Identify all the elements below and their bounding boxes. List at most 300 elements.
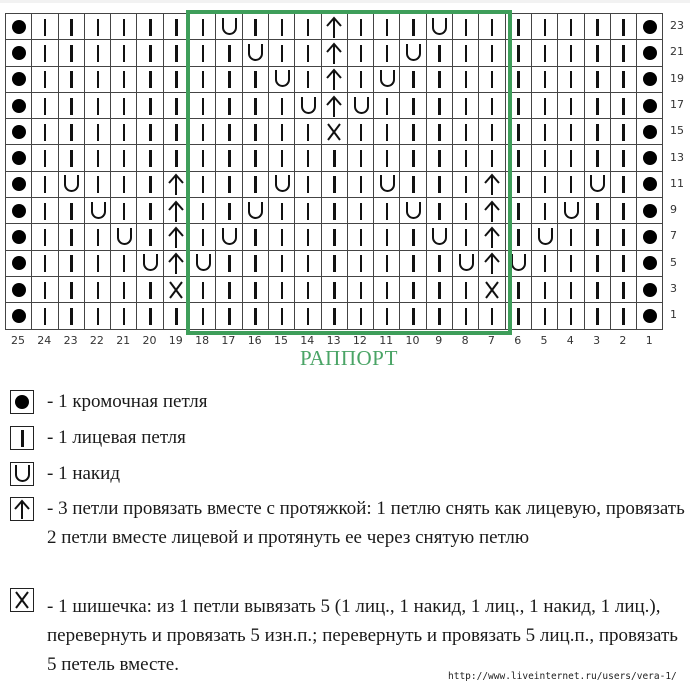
arrow-up-icon	[324, 95, 344, 117]
edge-stitch-icon	[640, 226, 660, 248]
chart-cell	[137, 14, 163, 40]
chart-cell	[242, 171, 268, 197]
column-number: 16	[247, 334, 262, 347]
knit-stitch-icon	[456, 305, 476, 327]
chart-cell	[453, 119, 479, 145]
knit-stitch-icon	[482, 147, 502, 169]
chart-cell	[84, 303, 110, 329]
yarn-over-icon	[456, 252, 476, 274]
chart-cell	[584, 145, 610, 171]
chart-cell	[268, 276, 294, 302]
knit-stitch-icon	[193, 16, 213, 38]
bobble-x-icon	[166, 279, 186, 301]
knit-stitch-icon	[535, 200, 555, 222]
chart-cell	[58, 303, 84, 329]
chart-cell	[505, 92, 531, 118]
chart-cell	[163, 276, 189, 302]
knit-stitch-icon	[35, 16, 55, 38]
knit-stitch-icon	[377, 252, 397, 274]
arrow-up-icon	[166, 173, 186, 195]
yarn-over-icon	[429, 16, 449, 38]
knit-stitch-icon	[88, 305, 108, 327]
knit-stitch-icon	[535, 42, 555, 64]
chart-cell	[479, 119, 505, 145]
arrow-up-icon	[166, 226, 186, 248]
chart-cell	[637, 92, 663, 118]
knit-stitch-icon	[193, 95, 213, 117]
yarn-over-icon	[245, 200, 265, 222]
chart-cell	[242, 198, 268, 224]
knit-stitch-icon	[166, 42, 186, 64]
chart-cell	[637, 250, 663, 276]
knit-stitch-icon	[561, 95, 581, 117]
chart-cell	[479, 14, 505, 40]
chart-cell	[32, 14, 58, 40]
knit-stitch-icon	[535, 173, 555, 195]
edge-stitch-icon	[9, 305, 29, 327]
knit-stitch-icon	[351, 16, 371, 38]
chart-cell	[374, 250, 400, 276]
knit-stitch-icon	[587, 200, 607, 222]
chart-cell	[32, 276, 58, 302]
chart-cell	[558, 145, 584, 171]
chart-cell	[426, 198, 452, 224]
chart-cell	[163, 303, 189, 329]
chart-cell	[295, 250, 321, 276]
knit-stitch-icon	[377, 121, 397, 143]
knit-stitch-icon	[140, 147, 160, 169]
chart-cell	[242, 250, 268, 276]
chart-cell	[216, 276, 242, 302]
chart-cell	[111, 303, 137, 329]
knit-stitch-icon	[193, 173, 213, 195]
edge-stitch-icon	[9, 16, 29, 38]
knit-stitch-icon	[35, 42, 55, 64]
chart-row-15	[6, 119, 663, 145]
yarn-over-icon	[587, 173, 607, 195]
knit-stitch-icon	[88, 173, 108, 195]
chart-cell	[453, 224, 479, 250]
knit-stitch-icon	[403, 226, 423, 248]
knit-stitch-icon	[456, 68, 476, 90]
chart-cell	[426, 40, 452, 66]
chart-cell	[58, 145, 84, 171]
knit-stitch-icon	[193, 121, 213, 143]
knit-stitch-icon	[10, 426, 34, 450]
chart-cell	[426, 14, 452, 40]
chart-cell	[479, 171, 505, 197]
knit-stitch-icon	[535, 252, 555, 274]
knit-stitch-icon	[324, 200, 344, 222]
chart-cell	[584, 66, 610, 92]
knit-stitch-icon	[245, 147, 265, 169]
chart-cell	[163, 224, 189, 250]
chart-cell	[479, 40, 505, 66]
knit-stitch-icon	[272, 252, 292, 274]
knit-stitch-icon	[219, 68, 239, 90]
knit-stitch-icon	[561, 121, 581, 143]
knit-stitch-icon	[403, 252, 423, 274]
knit-stitch-icon	[403, 305, 423, 327]
chart-cell	[268, 198, 294, 224]
column-number: 17	[221, 334, 236, 347]
chart-cell	[242, 224, 268, 250]
knit-stitch-icon	[219, 173, 239, 195]
chart-cell	[584, 224, 610, 250]
chart-cell	[505, 276, 531, 302]
legend-text: - 1 лицевая петля	[47, 427, 186, 448]
knit-stitch-icon	[377, 279, 397, 301]
knit-stitch-icon	[456, 121, 476, 143]
chart-cell	[268, 66, 294, 92]
knit-stitch-icon	[351, 252, 371, 274]
chart-cell	[584, 40, 610, 66]
chart-cell	[137, 145, 163, 171]
chart-cell	[531, 92, 557, 118]
knit-stitch-icon	[508, 121, 528, 143]
knit-stitch-icon	[35, 305, 55, 327]
knit-stitch-icon	[508, 173, 528, 195]
knit-stitch-icon	[403, 16, 423, 38]
edge-stitch-icon	[640, 173, 660, 195]
knit-stitch-icon	[88, 226, 108, 248]
knit-stitch-icon	[535, 68, 555, 90]
chart-cell	[374, 119, 400, 145]
knit-stitch-icon	[613, 95, 633, 117]
chart-cell	[610, 40, 636, 66]
chart-cell	[637, 171, 663, 197]
knit-stitch-icon	[166, 68, 186, 90]
knit-stitch-icon	[482, 68, 502, 90]
knit-stitch-icon	[456, 279, 476, 301]
chart-cell	[479, 66, 505, 92]
chart-cell	[610, 66, 636, 92]
column-number: 1	[645, 334, 653, 347]
chart-cell	[268, 92, 294, 118]
knit-stitch-icon	[429, 305, 449, 327]
chart-cell	[347, 92, 373, 118]
knit-stitch-icon	[298, 68, 318, 90]
knit-stitch-icon	[272, 42, 292, 64]
edge-stitch-icon	[640, 121, 660, 143]
yarn-over-icon	[535, 226, 555, 248]
knit-stitch-icon	[193, 42, 213, 64]
chart-cell	[6, 171, 32, 197]
chart-cell	[137, 224, 163, 250]
chart-cell	[6, 40, 32, 66]
chart-cell	[558, 250, 584, 276]
chart-cell	[163, 250, 189, 276]
knit-stitch-icon	[587, 68, 607, 90]
chart-cell	[268, 14, 294, 40]
chart-cell	[558, 40, 584, 66]
row-number: 19	[670, 71, 684, 85]
knit-stitch-icon	[587, 279, 607, 301]
knit-stitch-icon	[429, 42, 449, 64]
knit-stitch-icon	[61, 200, 81, 222]
chart-cell	[453, 14, 479, 40]
chart-cell	[531, 303, 557, 329]
chart-cell	[190, 250, 216, 276]
column-number: 7	[487, 334, 495, 347]
knit-stitch-icon	[587, 305, 607, 327]
column-number: 2	[619, 334, 627, 347]
chart-cell	[216, 303, 242, 329]
knit-stitch-icon	[613, 68, 633, 90]
knit-stitch-icon	[482, 305, 502, 327]
knit-stitch-icon	[508, 42, 528, 64]
chart-cell	[6, 198, 32, 224]
chart-cell	[295, 14, 321, 40]
edge-stitch-icon	[640, 252, 660, 274]
knit-stitch-icon	[193, 147, 213, 169]
chart-cell	[426, 145, 452, 171]
knit-stitch-icon	[114, 173, 134, 195]
knit-stitch-icon	[88, 95, 108, 117]
chart-cell	[32, 224, 58, 250]
chart-cell	[6, 276, 32, 302]
chart-cell	[163, 198, 189, 224]
knit-stitch-icon	[561, 173, 581, 195]
chart-cell	[137, 276, 163, 302]
knit-stitch-icon	[456, 173, 476, 195]
chart-cell	[295, 198, 321, 224]
edge-stitch-icon	[9, 147, 29, 169]
chart-cell	[426, 66, 452, 92]
chart-cell	[295, 92, 321, 118]
knit-stitch-icon	[508, 16, 528, 38]
yarn-over-icon	[561, 200, 581, 222]
chart-cell	[374, 14, 400, 40]
edge-stitch-icon	[9, 252, 29, 274]
chart-cell	[321, 40, 347, 66]
chart-cell	[479, 276, 505, 302]
chart-cell	[163, 171, 189, 197]
knit-stitch-icon	[561, 226, 581, 248]
chart-cell	[216, 66, 242, 92]
knit-stitch-icon	[61, 42, 81, 64]
chart-cell	[505, 171, 531, 197]
knit-stitch-icon	[193, 68, 213, 90]
chart-row-3	[6, 276, 663, 302]
knit-stitch-icon	[35, 200, 55, 222]
knit-stitch-icon	[193, 279, 213, 301]
chart-cell	[6, 119, 32, 145]
chart-cell	[84, 14, 110, 40]
chart-cell	[637, 40, 663, 66]
chart-cell	[84, 66, 110, 92]
yarn-over-icon	[10, 462, 34, 486]
knit-stitch-icon	[324, 226, 344, 248]
chart-cell	[242, 40, 268, 66]
chart-cell	[58, 40, 84, 66]
chart-cell	[216, 198, 242, 224]
edge-stitch-icon	[9, 279, 29, 301]
knit-stitch-icon	[140, 16, 160, 38]
chart-cell	[32, 303, 58, 329]
chart-cell	[84, 92, 110, 118]
chart-cell	[295, 66, 321, 92]
chart-cell	[374, 92, 400, 118]
chart-cell	[190, 171, 216, 197]
knit-stitch-icon	[456, 226, 476, 248]
yarn-over-icon	[377, 173, 397, 195]
knit-stitch-icon	[482, 95, 502, 117]
chart-cell	[479, 303, 505, 329]
column-number: 21	[116, 334, 131, 347]
knit-stitch-icon	[88, 68, 108, 90]
knit-stitch-icon	[613, 16, 633, 38]
yarn-over-icon	[351, 95, 371, 117]
row-number: 9	[670, 203, 677, 217]
edge-stitch-icon	[640, 95, 660, 117]
knit-stitch-icon	[298, 279, 318, 301]
row-number: 15	[670, 124, 684, 138]
knit-stitch-icon	[324, 173, 344, 195]
knit-stitch-icon	[140, 68, 160, 90]
chart-cell	[321, 92, 347, 118]
knit-stitch-icon	[35, 252, 55, 274]
knit-stitch-icon	[561, 68, 581, 90]
chart-cell	[58, 171, 84, 197]
chart-cell	[453, 40, 479, 66]
knit-stitch-icon	[587, 42, 607, 64]
chart-cell	[295, 171, 321, 197]
knit-stitch-icon	[324, 147, 344, 169]
knit-stitch-icon	[351, 173, 371, 195]
row-number: 7	[670, 229, 677, 243]
chart-cell	[637, 276, 663, 302]
chart-cell	[137, 198, 163, 224]
chart-row-23	[6, 14, 663, 40]
knit-stitch-icon	[429, 95, 449, 117]
knit-stitch-icon	[429, 121, 449, 143]
bobble-x-icon	[10, 588, 34, 612]
knit-stitch-icon	[456, 42, 476, 64]
chart-cell	[32, 66, 58, 92]
knit-stitch-icon	[403, 279, 423, 301]
chart-cell	[453, 250, 479, 276]
chart-cell	[558, 66, 584, 92]
chart-cell	[84, 276, 110, 302]
knit-stitch-icon	[535, 279, 555, 301]
knit-stitch-icon	[61, 16, 81, 38]
yarn-over-icon	[245, 42, 265, 64]
chart-cell	[58, 198, 84, 224]
knit-stitch-icon	[61, 147, 81, 169]
chart-cell	[347, 119, 373, 145]
knit-stitch-icon	[193, 200, 213, 222]
chart-cell	[400, 66, 426, 92]
knit-stitch-icon	[114, 42, 134, 64]
column-number: 23	[63, 334, 78, 347]
chart-cell	[32, 119, 58, 145]
chart-cell	[268, 40, 294, 66]
chart-cell	[32, 92, 58, 118]
chart-cell	[347, 250, 373, 276]
chart-cell	[374, 303, 400, 329]
chart-cell	[558, 276, 584, 302]
column-number: 22	[89, 334, 104, 347]
chart-cell	[268, 303, 294, 329]
chart-cell	[637, 303, 663, 329]
knit-stitch-icon	[245, 95, 265, 117]
knit-stitch-icon	[166, 95, 186, 117]
edge-stitch-icon	[9, 200, 29, 222]
edge-stitch-icon	[9, 121, 29, 143]
knit-stitch-icon	[456, 200, 476, 222]
knit-stitch-icon	[482, 121, 502, 143]
knit-stitch-icon	[613, 305, 633, 327]
chart-cell	[531, 119, 557, 145]
column-number: 8	[461, 334, 469, 347]
chart-cell	[584, 198, 610, 224]
knit-stitch-icon	[351, 279, 371, 301]
arrow-up-icon	[10, 497, 34, 521]
chart-cell	[58, 250, 84, 276]
knit-stitch-icon	[61, 121, 81, 143]
knit-stitch-icon	[166, 16, 186, 38]
repeat-label: РАППОРТ	[300, 346, 398, 370]
knit-stitch-icon	[561, 305, 581, 327]
chart-cell	[321, 250, 347, 276]
chart-cell	[558, 92, 584, 118]
chart-cell	[321, 224, 347, 250]
yarn-over-icon	[88, 200, 108, 222]
chart-cell	[374, 145, 400, 171]
chart-cell	[111, 198, 137, 224]
chart-cell	[426, 224, 452, 250]
knit-stitch-icon	[88, 147, 108, 169]
chart-cell	[637, 119, 663, 145]
knit-stitch-icon	[482, 16, 502, 38]
knit-stitch-icon	[140, 279, 160, 301]
column-number: 13	[326, 334, 341, 347]
knit-stitch-icon	[508, 147, 528, 169]
row-number: 17	[670, 97, 684, 111]
knit-stitch-icon	[377, 200, 397, 222]
chart-cell	[111, 250, 137, 276]
knit-stitch-icon	[456, 95, 476, 117]
chart-cell	[295, 145, 321, 171]
knit-stitch-icon	[114, 200, 134, 222]
chart-cell	[6, 92, 32, 118]
yarn-over-icon	[429, 226, 449, 248]
chart-cell	[426, 250, 452, 276]
knit-stitch-icon	[61, 68, 81, 90]
chart-cell	[505, 66, 531, 92]
column-number: 19	[168, 334, 183, 347]
knit-stitch-icon	[613, 252, 633, 274]
knit-stitch-icon	[114, 68, 134, 90]
chart-cell	[190, 119, 216, 145]
knit-stitch-icon	[429, 68, 449, 90]
yarn-over-icon	[403, 42, 423, 64]
chart-cell	[216, 119, 242, 145]
knit-stitch-icon	[35, 121, 55, 143]
edge-stitch-icon	[9, 226, 29, 248]
knit-stitch-icon	[298, 42, 318, 64]
chart-cell	[216, 40, 242, 66]
knit-stitch-icon	[245, 226, 265, 248]
chart-cell	[531, 66, 557, 92]
chart-cell	[58, 14, 84, 40]
arrow-up-icon	[324, 16, 344, 38]
chart-cell	[84, 224, 110, 250]
chart-cell	[584, 303, 610, 329]
knit-stitch-icon	[613, 121, 633, 143]
chart-cell	[295, 119, 321, 145]
